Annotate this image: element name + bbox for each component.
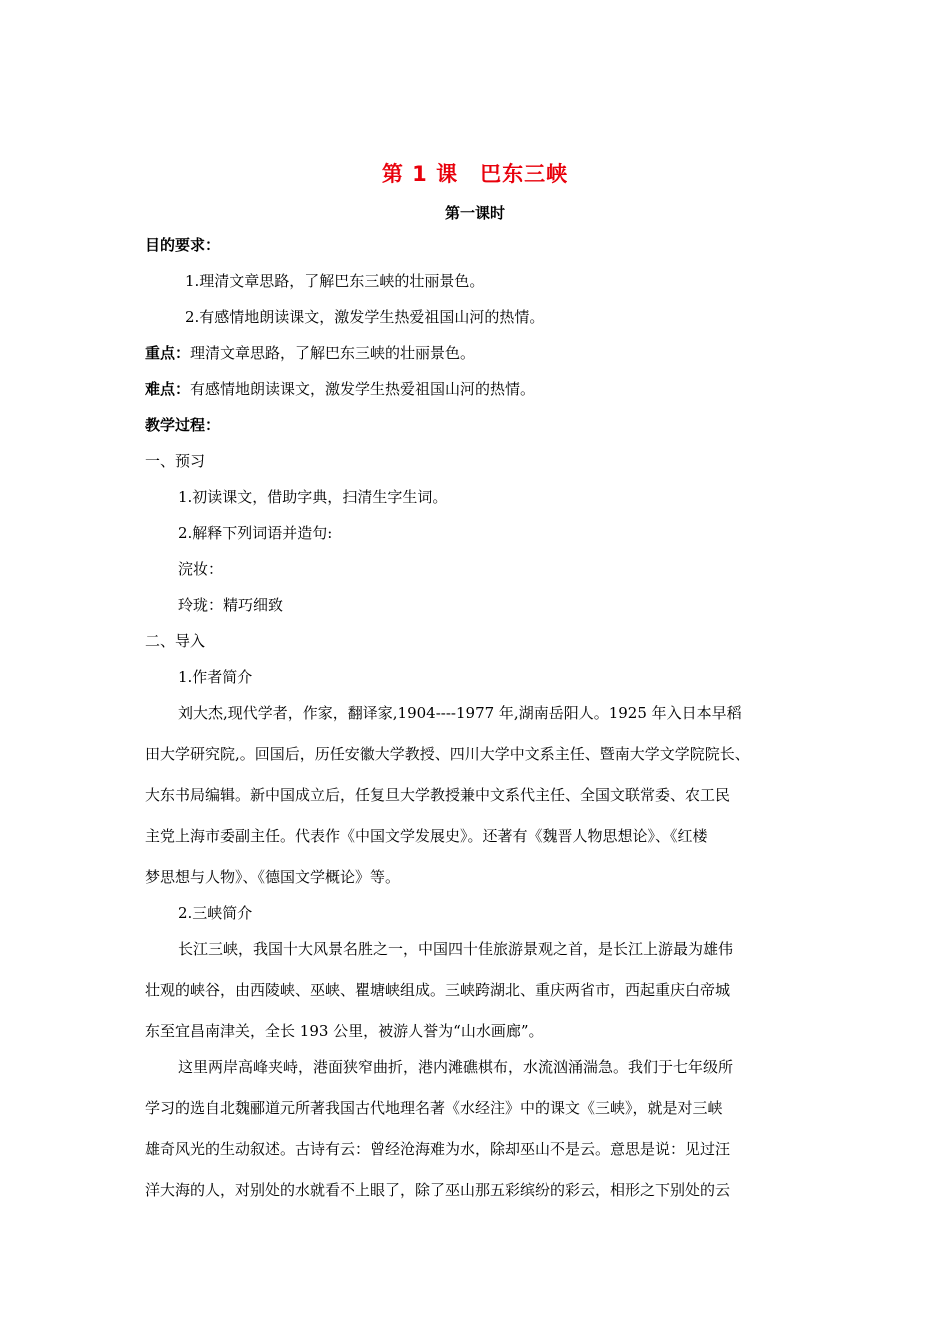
process-heading: 教学过程： [145, 416, 221, 434]
objective-item: 2.有感情地朗读课文，激发学生热爱祖国山河的热情。 [185, 308, 545, 326]
paragraph-line: 梦思想与人物》、《德国文学概论》等。 [145, 868, 401, 886]
lesson-subtitle: 第一课时 [444, 204, 505, 222]
difficult-point-label: 难点： [145, 380, 191, 398]
section-title: 二、导入 [145, 632, 206, 650]
subsection-title: 1.作者简介 [178, 668, 253, 686]
objective-item: 1.理清文章思路，了解巴东三峡的壮丽景色。 [185, 272, 485, 290]
paragraph-line: 长江三峡，我国十大风景名胜之一，中国四十佳旅游景观之首，是长江上游最为雄伟 [178, 940, 734, 958]
preview-item: 2.解释下列词语并造句: [178, 524, 333, 542]
preview-item: 1.初读课文，借助字典，扫清生字生词。 [178, 488, 448, 506]
preview-item: 玲珑：精巧细致 [178, 596, 284, 614]
subsection-title: 2.三峡简介 [178, 904, 253, 922]
paragraph-line: 东至宜昌南津关，全长 193 公里，被游人誉为“山水画廊”。 [145, 1022, 544, 1040]
key-point [145, 343, 475, 363]
paragraph-line: 洋大海的人，对别处的水就看不上眼了，除了巫山那五彩缤纷的彩云，相形之下别处的云 [145, 1181, 731, 1199]
objectives-heading: 目的要求： [145, 236, 221, 254]
section-title: 一、预习 [145, 452, 206, 470]
paragraph-line: 壮观的峡谷，由西陵峡、巫峡、瞿塘峡组成。三峡跨湖北、重庆两省市，西起重庆白帝城 [145, 981, 731, 999]
paragraph-line: 大东书局编辑。新中国成立后，任复旦大学教授兼中文系代主任、全国文联常委、农工民 [145, 786, 731, 804]
paragraph-line: 这里两岸高峰夹峙，港面狭窄曲折，港内滩礁棋布，水流汹涌湍急。我们于七年级所 [178, 1058, 734, 1076]
paragraph-line: 雄奇风光的生动叙述。古诗有云：曾经沧海难为水，除却巫山不是云。意思是说：见过汪 [145, 1140, 731, 1158]
difficult-point-text: 有感情地朗读课文，激发学生热爱祖国山河的热情。 [190, 380, 536, 398]
key-point-text: 理清文章思路，了解巴东三峡的壮丽景色。 [190, 344, 476, 362]
paragraph-line: 刘大杰,现代学者，作家，翻译家,1904----1977 年,湖南岳阳人。1925 年入日本早稻 [178, 704, 742, 722]
key-point-label: 重点： [145, 344, 191, 362]
preview-item: 浣妆： [178, 560, 224, 578]
lesson-title: 第 1 课 巴东三峡 [381, 162, 569, 186]
paragraph-line: 学习的选自北魏郦道元所著我国古代地理名著《水经注》中的课文《三峡》，就是对三峡 [145, 1099, 723, 1117]
paragraph-line: 主党上海市委副主任。代表作《中国文学发展史》。还著有《魏晋人物思想论》、《红楼 [145, 827, 708, 845]
difficult-point [145, 379, 535, 399]
paragraph-line: 田大学研究院,。回国后，历任安徽大学教授、四川大学中文系主任、暨南大学文学院院长、 [145, 745, 750, 763]
